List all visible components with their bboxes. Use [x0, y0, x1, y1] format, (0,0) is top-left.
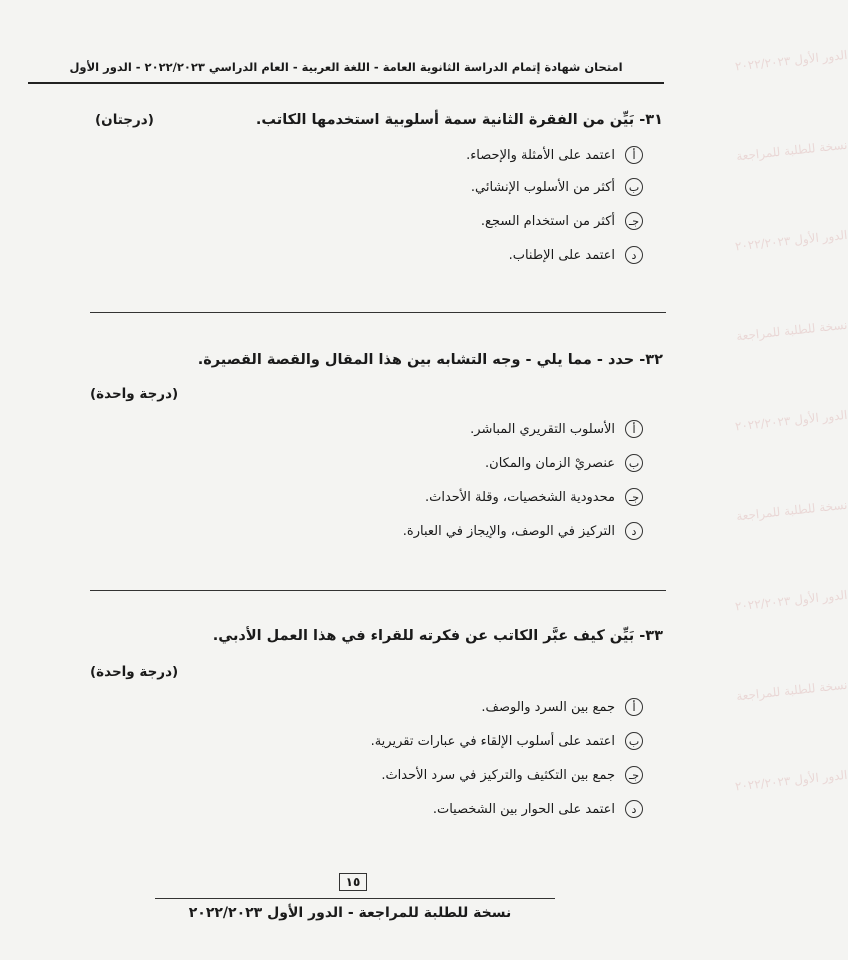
option-31-c[interactable]	[481, 212, 643, 230]
watermark-text: الدور الأول ٢٠٢٢/٢٠٢٣	[734, 767, 848, 794]
option-text: محدودية الشخصيات، وقلة الأحداث.	[424, 489, 615, 505]
watermark-text: الدور الأول ٢٠٢٢/٢٠٢٣	[734, 227, 848, 254]
option-32-c[interactable]	[425, 488, 643, 506]
option-mark: ب	[625, 454, 643, 472]
option-33-c[interactable]	[381, 766, 643, 784]
option-text: أكثر من استخدام السجع.	[480, 213, 615, 229]
question-31-text: ٣١- بَيِّن من الفقرة الثانية سمة أسلوبية استخدمها الكاتب.	[255, 112, 663, 128]
option-mark: د	[625, 246, 643, 264]
option-32-a[interactable]	[470, 420, 643, 438]
question-32-grade: (درجة واحدة)	[90, 386, 179, 402]
option-text: التركيز في الوصف، والإيجاز في العبارة.	[402, 523, 615, 539]
option-32-b[interactable]	[485, 454, 643, 472]
option-mark: ب	[625, 732, 643, 750]
watermark-text: نسخة للطلبة للمراجعة	[735, 677, 848, 704]
option-text: عنصريْ الزمان والمكان.	[485, 455, 615, 471]
question-31-grade: (درجتان)	[95, 112, 154, 128]
watermark-text: نسخة للطلبة للمراجعة	[735, 497, 848, 524]
option-32-d[interactable]	[403, 522, 643, 540]
option-text: جمع بين التكثيف والتركيز في سرد الأحداث.	[381, 767, 615, 783]
option-33-a[interactable]	[481, 698, 643, 716]
watermark-text: نسخة للطلبة للمراجعة	[735, 137, 848, 164]
option-33-b[interactable]	[371, 732, 643, 750]
watermark-text: نسخة للطلبة للمراجعة	[735, 317, 848, 344]
option-mark: جـ	[625, 488, 643, 506]
page-footer: نسخة للطلبة للمراجعة - الدور الأول ٢٠٢٢/٢٠٢٣	[188, 905, 512, 921]
option-mark: د	[625, 800, 643, 818]
option-mark: جـ	[625, 212, 643, 230]
question-32-text: ٣٢- حدد - مما يلي - وجه التشابه بين هذا المقال والقصة القصيرة.	[197, 352, 663, 368]
option-31-a[interactable]	[466, 146, 643, 164]
exam-header: امتحان شهادة إتمام الدراسة الثانوية العامة - اللغة العربية - العام الدراسي ٢٠٢٢/٢٠٢٣ - الدور الأول	[69, 60, 623, 74]
header-divider	[28, 82, 664, 84]
section-divider	[90, 312, 666, 313]
option-31-b[interactable]	[471, 178, 643, 196]
option-mark: أ	[625, 698, 643, 716]
option-text: جمع بين السرد والوصف.	[481, 699, 615, 715]
option-mark: أ	[625, 146, 643, 164]
option-text: اعتمد على الإطناب.	[508, 247, 615, 263]
watermark-text: الدور الأول ٢٠٢٢/٢٠٢٣	[734, 47, 848, 74]
question-33-grade: (درجة واحدة)	[90, 664, 179, 680]
option-text: اعتمد على الحوار بين الشخصيات.	[432, 801, 615, 817]
option-mark: د	[625, 522, 643, 540]
section-divider	[90, 590, 666, 591]
watermark-text: الدور الأول ٢٠٢٢/٢٠٢٣	[734, 587, 848, 614]
footer-divider	[155, 898, 555, 899]
option-33-d[interactable]	[433, 800, 643, 818]
option-text: اعتمد على أسلوب الإلقاء في عبارات تقريرية.	[370, 733, 615, 749]
option-text: الأسلوب التقريري المباشر.	[470, 421, 615, 437]
option-mark: جـ	[625, 766, 643, 784]
page-number: ١٥	[339, 873, 367, 891]
option-text: أكثر من الأسلوب الإنشائي.	[470, 179, 615, 195]
option-text: اعتمد على الأمثلة والإحصاء.	[466, 147, 615, 163]
option-mark: أ	[625, 420, 643, 438]
option-31-d[interactable]	[509, 246, 643, 264]
option-mark: ب	[625, 178, 643, 196]
question-33-text: ٣٣- بَيِّن كيف عبَّر الكاتب عن فكرته للقراء في هذا العمل الأدبي.	[212, 628, 663, 644]
watermark-text: الدور الأول ٢٠٢٢/٢٠٢٣	[734, 407, 848, 434]
